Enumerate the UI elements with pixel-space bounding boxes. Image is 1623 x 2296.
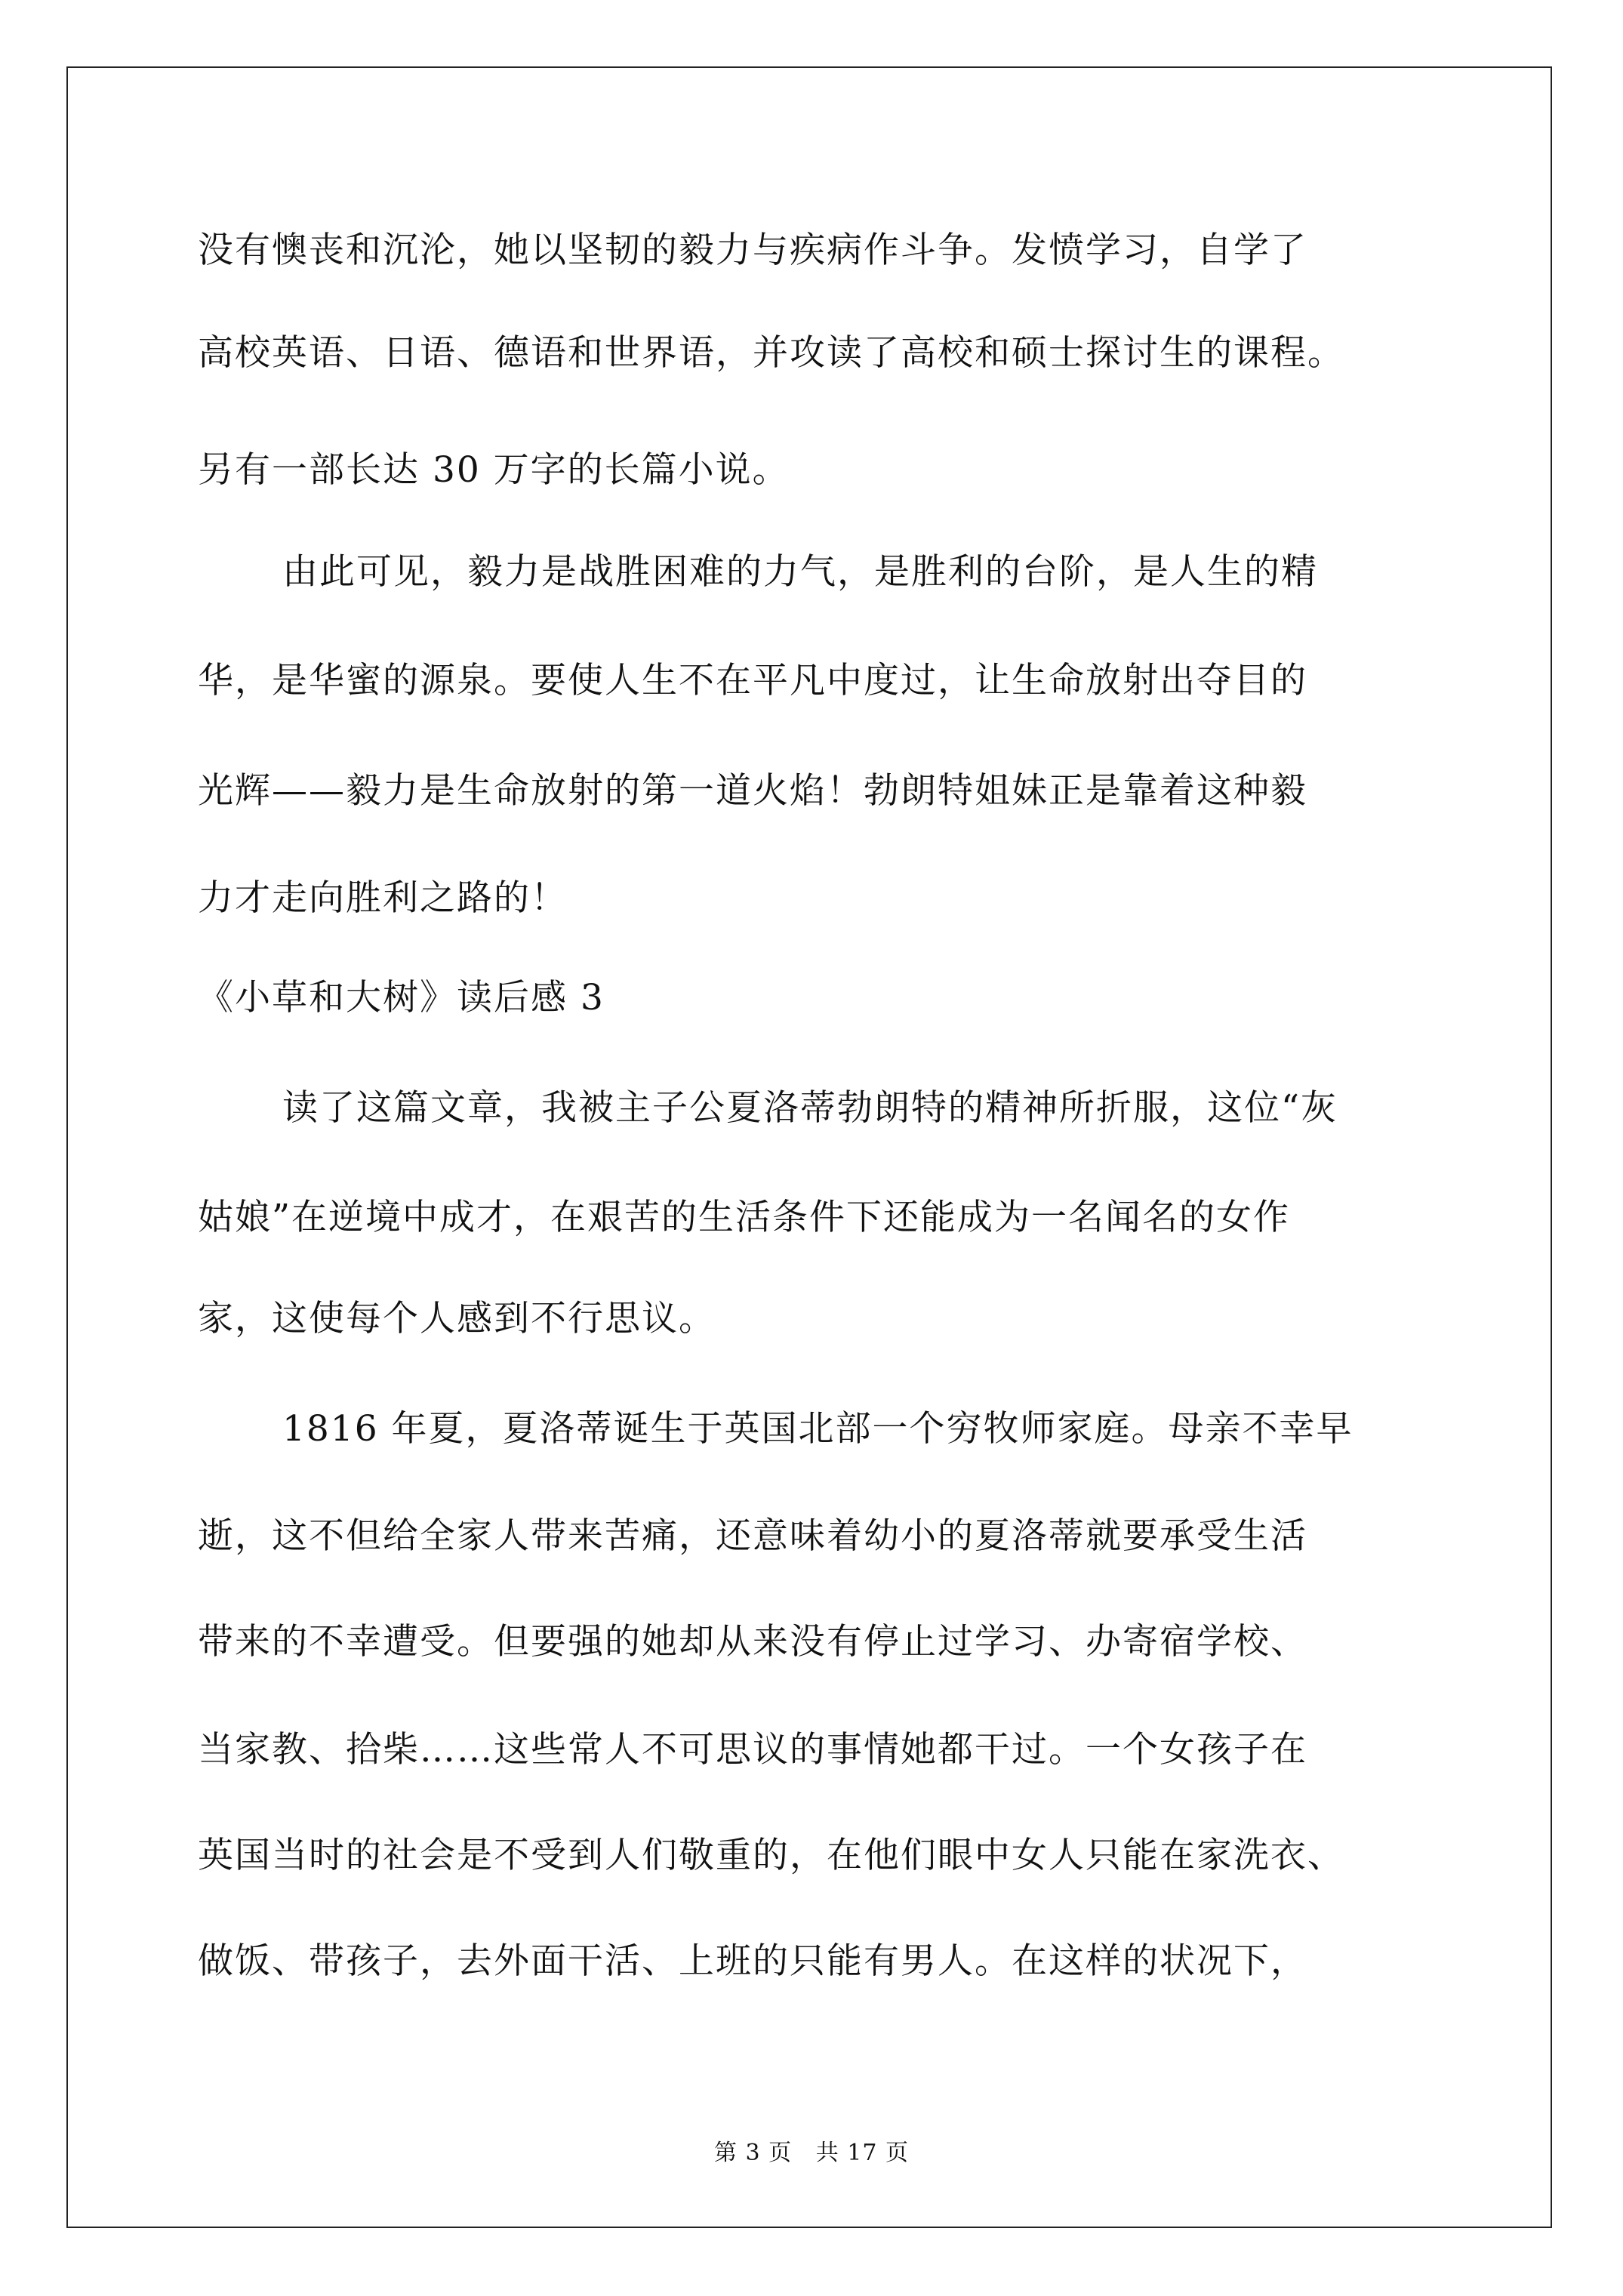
text-line: 高校英语、日语、德语和世界语，并攻读了高校和硕士探讨生的课程。: [198, 332, 1344, 374]
text-line: 没有懊丧和沉沦，她以坚韧的毅力与疾病作斗争。发愤学习，自学了: [198, 230, 1307, 271]
page-number-footer: 第 3 页 共 17 页: [713, 2140, 909, 2166]
text-line: 当家教、拾柴……这些常人不可思议的事情她都干过。一个女孩子在: [198, 1729, 1307, 1771]
text-line: 英国当时的社会是不受到人们敬重的，在他们眼中女人只能在家洗衣、: [198, 1835, 1344, 1876]
text-line: 带来的不幸遭受。但要强的她却从来没有停止过学习、办寄宿学校、: [198, 1621, 1307, 1663]
text-line: 逝，这不但给全家人带来苦痛，还意味着幼小的夏洛蒂就要承受生活: [198, 1515, 1307, 1557]
page-border: [66, 66, 1552, 2228]
paragraph-start-line: 读了这篇文章，我被主子公夏洛蒂勃朗特的精神所折服，这位“灰: [282, 1087, 1338, 1129]
text-line: 姑娘”在逆境中成才，在艰苦的生活条件下还能成为一名闻名的女作: [198, 1197, 1291, 1238]
text-line: 华，是华蜜的源泉。要使人生不在平凡中度过，让生命放射出夺目的: [198, 660, 1307, 701]
section-heading: 《小草和大树》读后感 3: [198, 977, 605, 1019]
text-line: 光辉——毅力是生命放射的第一道火焰！勃朗特姐妹正是靠着这种毅: [198, 770, 1307, 812]
text-line: 家，这使每个人感到不行思议。: [198, 1298, 716, 1339]
text-line: 力才走向胜利之路的！: [198, 877, 568, 919]
paragraph-start-line: 由此可见，毅力是战胜困难的力气，是胜利的台阶，是人生的精: [282, 551, 1318, 593]
text-line: 另有一部长达 30 万字的长篇小说。: [198, 449, 790, 491]
paragraph-start-line: 1816 年夏，夏洛蒂诞生于英国北部一个穷牧师家庭。母亲不幸早: [282, 1408, 1354, 1450]
text-line: 做饭、带孩子，去外面干活、上班的只能有男人。在这样的状况下，: [198, 1940, 1307, 1982]
